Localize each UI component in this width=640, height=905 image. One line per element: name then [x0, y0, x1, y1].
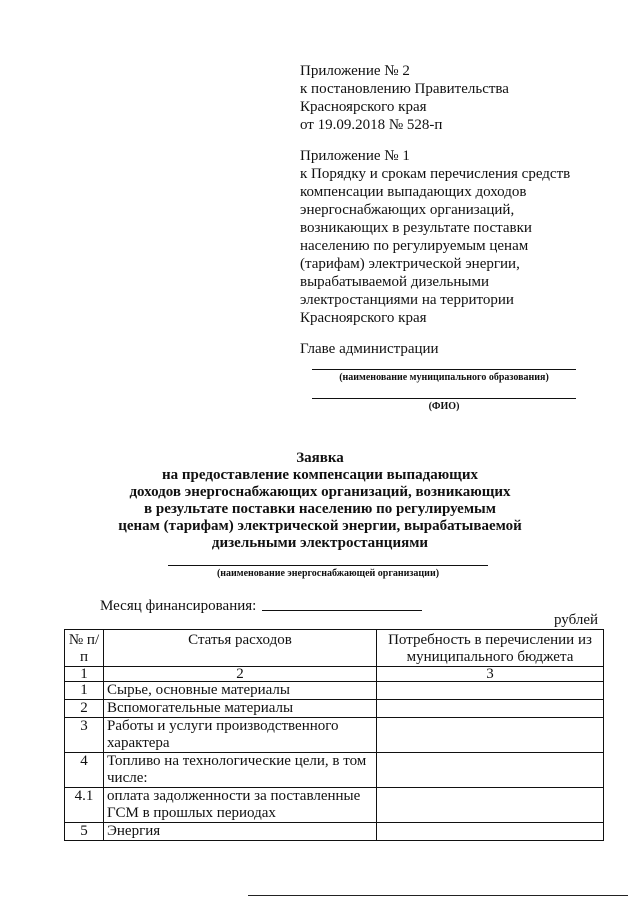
- organization-caption: (наименование энергоснабжающей организации): [216, 568, 440, 579]
- index-cell: 3: [377, 667, 604, 682]
- application-title: [100, 450, 540, 552]
- row-need-cell[interactable]: [377, 700, 604, 718]
- appendix-1-line: к Порядку и срокам перечисления средств: [300, 166, 571, 182]
- row-expense-item: Сырье, основные материалы: [104, 682, 377, 700]
- financing-month-label: Месяц финансирования:: [100, 598, 257, 614]
- table-row: [65, 823, 604, 841]
- table-row: [65, 682, 604, 700]
- row-need-cell[interactable]: [377, 788, 604, 823]
- row-number: 1: [65, 682, 104, 700]
- title-line: в результате поставки населению по регулируемым: [144, 501, 496, 517]
- appendix-1-line: Приложение № 1: [300, 148, 410, 164]
- appendix-1-line: компенсации выпадающих доходов: [300, 184, 527, 200]
- row-need-cell[interactable]: [377, 682, 604, 700]
- municipality-caption: (наименование муниципального образования): [339, 372, 549, 383]
- header-number: № п/п: [65, 630, 104, 667]
- appendix-1-line: электростанциями на территории: [300, 292, 514, 308]
- table-row: [65, 788, 604, 823]
- row-number: 4.1: [65, 788, 104, 823]
- appendix-1-line: энергоснабжающих организаций,: [300, 202, 515, 218]
- currency-label: рублей: [554, 612, 599, 628]
- title-line: на предоставление компенсации выпадающих: [162, 467, 478, 483]
- appendix-2-line: Красноярского края: [300, 99, 427, 115]
- row-need-cell[interactable]: [377, 753, 604, 788]
- title-line: ценам (тарифам) электрической энергии, вырабатываемой: [118, 518, 522, 534]
- table-row: [65, 718, 604, 753]
- title-line: Заявка: [296, 450, 344, 466]
- row-expense-item: Вспомогательные материалы: [104, 700, 377, 718]
- header-expense-item: Статья расходов: [104, 630, 377, 667]
- appendix-2-line: от 19.09.2018 № 528-п: [300, 117, 443, 133]
- table-header-row: [65, 630, 604, 667]
- fio-caption: (ФИО): [428, 401, 460, 412]
- addressee-label: Главе администрации: [300, 341, 439, 357]
- page-bottom-rule: [248, 895, 628, 896]
- index-cell: 1: [65, 667, 104, 682]
- appendix-2-header: [300, 62, 509, 134]
- appendix-1-header: [300, 147, 570, 327]
- row-expense-item: Работы и услуги производственного характера: [104, 718, 377, 753]
- appendix-1-line: Красноярского края: [300, 310, 427, 326]
- row-number: 4: [65, 753, 104, 788]
- row-need-cell[interactable]: [377, 718, 604, 753]
- title-line: дизельными электростанциями: [211, 535, 429, 551]
- appendix-2-line: Приложение № 2: [300, 63, 410, 79]
- row-number: 3: [65, 718, 104, 753]
- row-expense-item: Энергия: [104, 823, 377, 841]
- appendix-1-line: (тарифам) электрической энергии,: [300, 256, 520, 272]
- index-cell: 2: [104, 667, 377, 682]
- municipality-fill-line[interactable]: [312, 369, 576, 370]
- row-number: 2: [65, 700, 104, 718]
- expense-table: [64, 629, 604, 841]
- addressee-block: [300, 340, 439, 358]
- fio-fill-line[interactable]: [312, 398, 576, 399]
- header-need: Потребность в перечислении из муниципального бюджета: [377, 630, 604, 667]
- row-need-cell[interactable]: [377, 823, 604, 841]
- financing-month-fill-line[interactable]: [262, 610, 422, 611]
- table-index-row: [65, 667, 604, 682]
- title-line: доходов энергоснабжающих организаций, возникающих: [129, 484, 511, 500]
- row-number: 5: [65, 823, 104, 841]
- appendix-1-line: вырабатываемой дизельными: [300, 274, 490, 290]
- table-row: [65, 700, 604, 718]
- row-expense-item: оплата задолженности за поставленные ГСМ в прошлых периодах: [104, 788, 377, 823]
- row-expense-item: Топливо на технологические цели, в том числе:: [104, 753, 377, 788]
- appendix-1-line: возникающих в результате поставки: [300, 220, 532, 236]
- table-row: [65, 753, 604, 788]
- appendix-1-line: населению по регулируемым ценам: [300, 238, 529, 254]
- appendix-2-line: к постановлению Правительства: [300, 81, 509, 97]
- organization-fill-line[interactable]: [168, 565, 488, 566]
